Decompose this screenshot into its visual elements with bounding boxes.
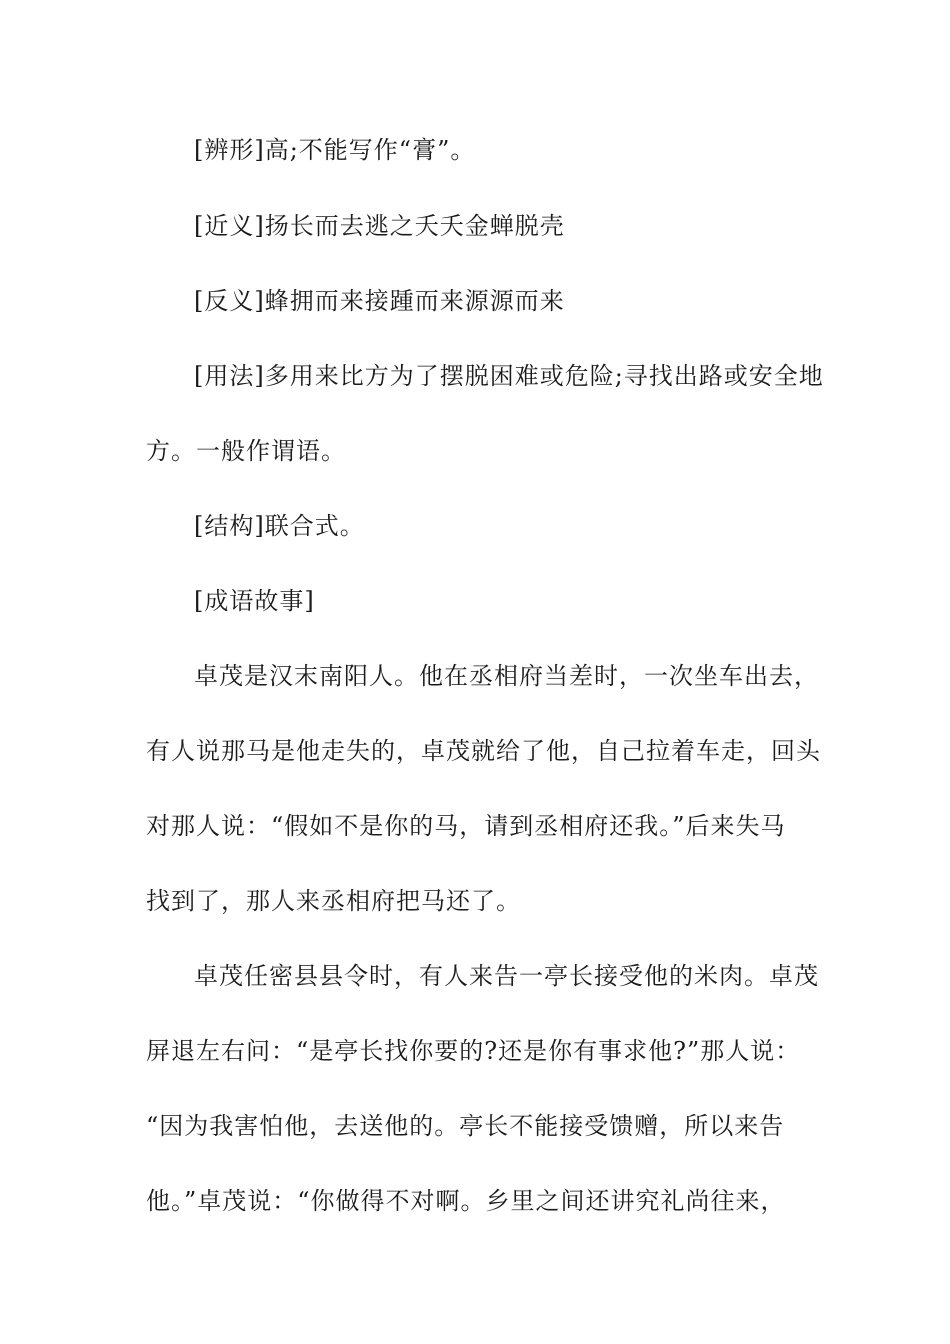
section-heading-story: [成语故事]: [194, 587, 315, 615]
paragraph-line-antonyms: [反义]蜂拥而来接踵而来源源而来: [194, 287, 565, 315]
paragraph-line-usage: [用法]多用来比方为了摆脱困难或危险;寻找出路或安全地: [194, 362, 824, 390]
paragraph-line: “因为我害怕他，去送他的。亭长不能接受馈赠，所以来告: [146, 1112, 785, 1140]
paragraph-line-shape: [辨形]高;不能写作“膏”。: [194, 136, 476, 164]
paragraph-line: 屏退左右问：“是亭长找你要的?还是你有事求他?”那人说：: [146, 1037, 801, 1065]
paragraph-line: 卓茂是汉末南阳人。他在丞相府当差时，一次坐车出去，: [194, 662, 819, 690]
paragraph-line-structure: [结构]联合式。: [194, 512, 365, 540]
paragraph-line: 他。”卓茂说：“你做得不对啊。乡里之间还讲究礼尚往来，: [146, 1187, 786, 1215]
paragraph-line: 有人说那马是他走失的，卓茂就给了他，自己拉着车走，回头: [146, 737, 821, 765]
paragraph-line: 找到了，那人来丞相府把马还了。: [146, 887, 521, 915]
paragraph-line-synonyms: [近义]扬长而去逃之夭夭金蝉脱壳: [194, 212, 565, 240]
paragraph-line: 对那人说：“假如不是你的马，请到丞相府还我。”后来失马: [146, 812, 786, 840]
paragraph-line-usage-cont: 方。一般作谓语。: [146, 437, 346, 465]
paragraph-line: 卓茂任密县县令时，有人来告一亭长接受他的米肉。卓茂: [194, 962, 819, 990]
